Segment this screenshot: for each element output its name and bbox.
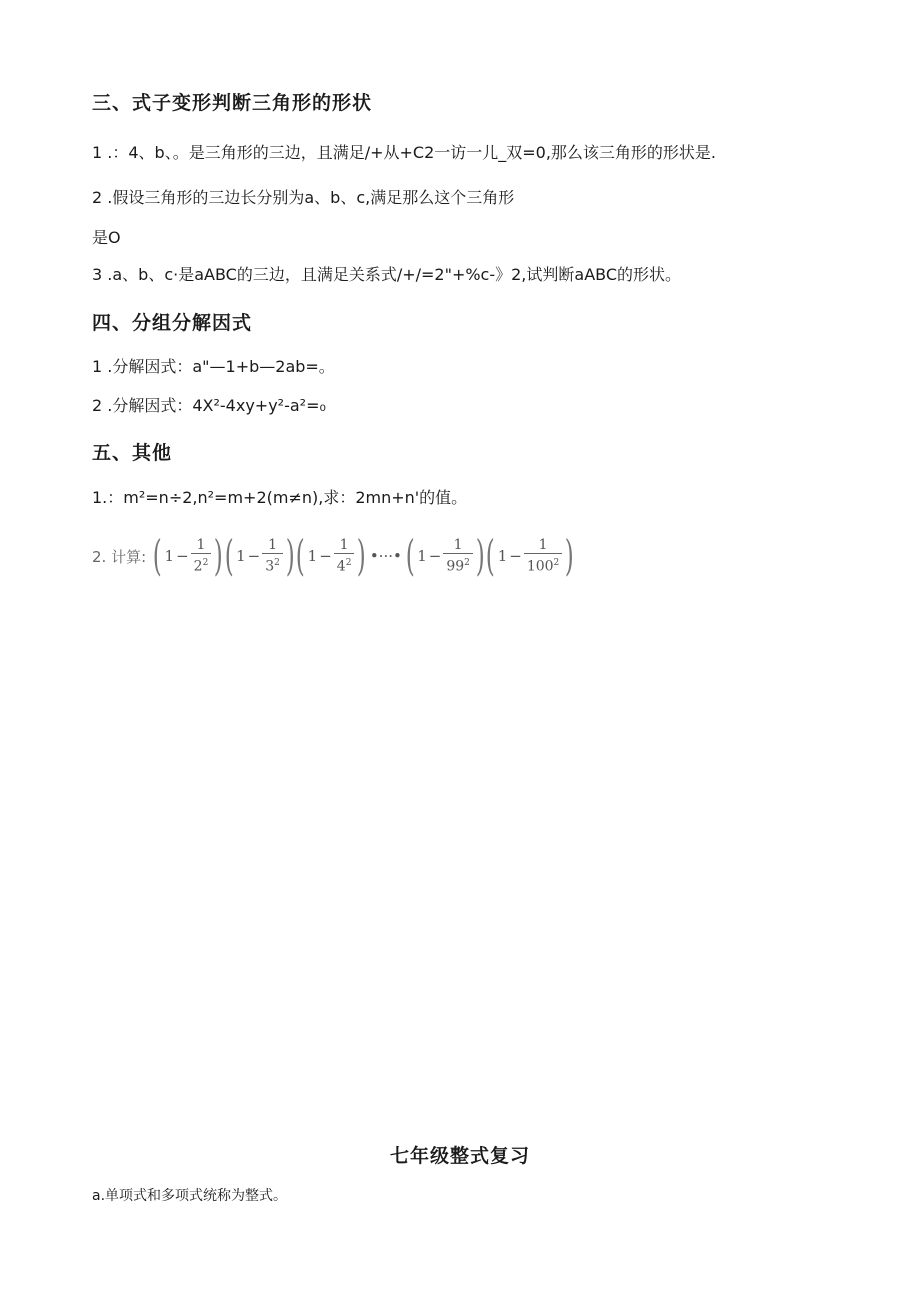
section-4-heading: 四、分组分解因式 <box>92 312 253 334</box>
formula-term: ( 1 − $\frac{1}{99^2}$ ) <box>405 531 485 580</box>
section-3-heading: 三、式子变形判断三角形的形状 <box>92 92 373 114</box>
formula-label: 2. 计算: <box>92 547 147 566</box>
section-5-heading: 五、其他 <box>92 442 173 464</box>
section-5-question-1: 1.：m²=n÷2,n²=m+2(m≠n),求：2mn+n'的值。 <box>92 488 468 507</box>
formula-term: ( 1 − $\frac{1}{4^2}$ ) <box>295 531 367 580</box>
section-5-question-2-formula <box>92 528 575 584</box>
formula-term: ( 1 − $\frac{1}{2^2}$ ) <box>152 531 224 580</box>
formula-term: ( 1 − $\frac{1}{100^2}$ ) <box>485 531 574 580</box>
section-3-question-1: 1 .：4、b、。是三角形的三边，且满足/+从+C2一访一儿_双=0,那么该三角形的形状是. <box>92 143 717 162</box>
formula-ellipsis: •···• <box>369 547 402 565</box>
chapter-first-line: a.单项式和多项式统称为整式。 <box>92 1188 288 1204</box>
chapter-title: 七年级整式复习 <box>389 1145 530 1167</box>
section-4-question-1: 1 .分解因式：a"—1+b—2ab=。 <box>92 357 335 376</box>
section-3-question-3: 3 .a、b、c·是aABC的三边，且满足关系式/+/=2"+%c-》2,试判断aABC的形状。 <box>92 265 682 284</box>
section-3-question-2: 2 .假设三角形的三边长分别为a、b、c,满足那么这个三角形 <box>92 188 515 207</box>
section-3-question-2-continued: 是O <box>92 228 121 247</box>
formula-term: ( 1 − $\frac{1}{3^2}$ ) <box>224 531 295 580</box>
section-4-question-2: 2 .分解因式：4X²-4xy+y²-a²=₀ <box>92 396 326 415</box>
